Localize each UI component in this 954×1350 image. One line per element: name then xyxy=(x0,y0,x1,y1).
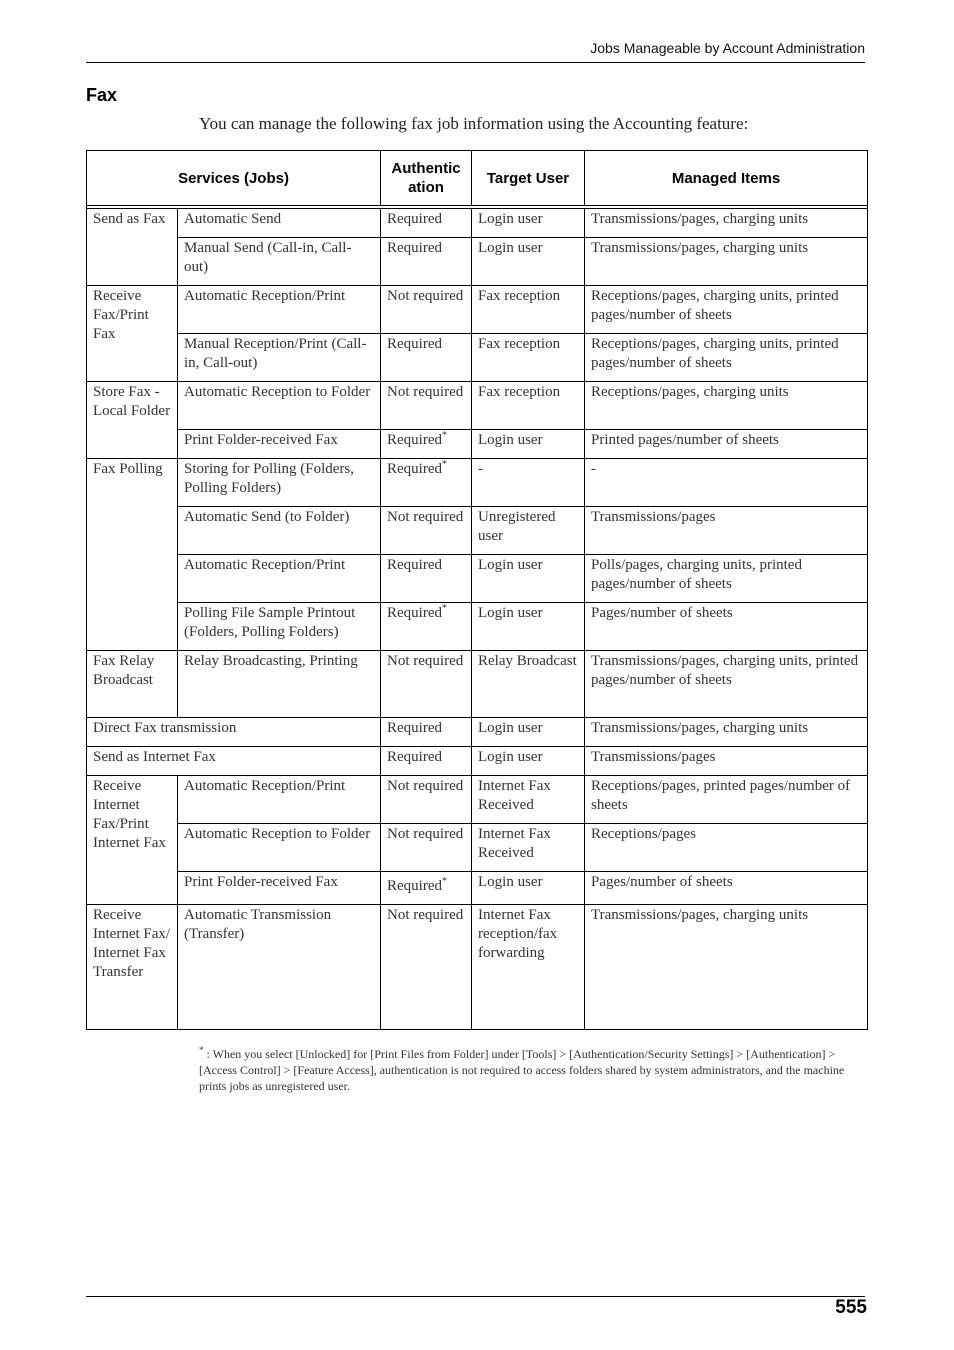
header-target-user: Target User xyxy=(472,151,585,206)
header-managed-items: Managed Items xyxy=(585,151,868,206)
auth-value: Required xyxy=(387,605,442,621)
header-authentication: Authentic ation xyxy=(381,151,472,206)
managed-cell: Pages/number of sheets xyxy=(585,603,868,651)
auth-value: Required xyxy=(387,461,442,477)
managed-cell: Receptions/pages xyxy=(585,824,868,872)
table-row xyxy=(87,718,868,747)
table-row xyxy=(87,603,868,651)
auth-cell: Not required xyxy=(381,286,472,334)
auth-value: Required xyxy=(387,878,442,894)
auth-cell xyxy=(381,603,472,651)
target-cell: - xyxy=(472,459,585,507)
table-row xyxy=(87,776,868,824)
footnote-mark: * xyxy=(199,1045,204,1055)
auth-cell xyxy=(381,872,472,905)
job-cell: Automatic Reception/Print xyxy=(178,776,381,824)
target-cell: Login user xyxy=(472,747,585,776)
job-cell: Automatic Reception to Folder xyxy=(178,824,381,872)
auth-cell: Not required xyxy=(381,651,472,718)
job-cell: Automatic Send xyxy=(178,209,381,238)
table-row xyxy=(87,905,868,1030)
managed-cell: Transmissions/pages xyxy=(585,747,868,776)
table-row xyxy=(87,747,868,776)
job-cell: Automatic Reception to Folder xyxy=(178,382,381,430)
table-row xyxy=(87,209,868,238)
job-cell: Print Folder-received Fax xyxy=(178,872,381,905)
table-row xyxy=(87,334,868,382)
job-cell: Automatic Transmission (Transfer) xyxy=(178,905,381,1030)
job-cell: Automatic Reception/Print xyxy=(178,286,381,334)
target-cell: Login user xyxy=(472,603,585,651)
auth-cell: Required xyxy=(381,209,472,238)
managed-cell: Polls/pages, charging units, printed pages/number of sheets xyxy=(585,555,868,603)
target-cell: Login user xyxy=(472,872,585,905)
job-cell: Storing for Polling (Folders, Polling Folders) xyxy=(178,459,381,507)
service-cell: Send as Internet Fax xyxy=(87,747,381,776)
managed-cell: Receptions/pages, charging units, printed pages/number of sheets xyxy=(585,286,868,334)
target-cell: Login user xyxy=(472,718,585,747)
table-row xyxy=(87,651,868,718)
auth-cell xyxy=(381,430,472,459)
intro-paragraph: You can manage the following fax job information using the Accounting feature: xyxy=(199,114,749,133)
service-cell: Fax Polling xyxy=(87,459,178,651)
table-row xyxy=(87,459,868,507)
table-row xyxy=(87,824,868,872)
footer-rule xyxy=(86,1296,865,1297)
footnote-mark: * xyxy=(442,603,447,614)
page-number: 555 xyxy=(835,1297,867,1318)
target-cell: Login user xyxy=(472,430,585,459)
target-cell: Internet Fax Received xyxy=(472,776,585,824)
service-cell: Store Fax - Local Folder xyxy=(87,382,178,459)
footnote-mark: * xyxy=(442,876,447,887)
footnote xyxy=(199,1046,865,1094)
auth-cell: Not required xyxy=(381,905,472,1030)
managed-cell: Transmissions/pages, charging units xyxy=(585,209,868,238)
table-header-row xyxy=(87,151,868,206)
service-cell: Receive Internet Fax/ Internet Fax Transfer xyxy=(87,905,178,1030)
auth-cell: Required xyxy=(381,718,472,747)
running-header: Jobs Manageable by Account Administration xyxy=(590,40,865,56)
target-cell: Fax reception xyxy=(472,286,585,334)
job-cell: Automatic Reception/Print xyxy=(178,555,381,603)
footnote-mark: * xyxy=(442,430,447,441)
managed-cell: Receptions/pages, charging units, printed pages/number of sheets xyxy=(585,334,868,382)
target-cell: Internet Fax reception/fax forwarding xyxy=(472,905,585,1030)
service-cell: Direct Fax transmission xyxy=(87,718,381,747)
managed-cell: Receptions/pages, printed pages/number of sheets xyxy=(585,776,868,824)
auth-cell xyxy=(381,459,472,507)
target-cell: Fax reception xyxy=(472,334,585,382)
service-cell: Send as Fax xyxy=(87,209,178,286)
table-row xyxy=(87,555,868,603)
auth-cell: Not required xyxy=(381,382,472,430)
auth-cell: Not required xyxy=(381,776,472,824)
managed-cell: Transmissions/pages xyxy=(585,507,868,555)
header-services: Services (Jobs) xyxy=(87,151,381,206)
auth-cell: Not required xyxy=(381,824,472,872)
auth-cell: Required xyxy=(381,238,472,286)
job-cell: Print Folder-received Fax xyxy=(178,430,381,459)
auth-cell: Not required xyxy=(381,507,472,555)
auth-cell: Required xyxy=(381,747,472,776)
table-row xyxy=(87,507,868,555)
footnote-mark: * xyxy=(442,459,447,470)
table-row xyxy=(87,286,868,334)
job-cell: Automatic Send (to Folder) xyxy=(178,507,381,555)
auth-value: Required xyxy=(387,432,442,448)
target-cell: Login user xyxy=(472,555,585,603)
auth-cell: Required xyxy=(381,334,472,382)
managed-cell: Receptions/pages, charging units xyxy=(585,382,868,430)
managed-cell: Pages/number of sheets xyxy=(585,872,868,905)
service-cell: Receive Internet Fax/Print Internet Fax xyxy=(87,776,178,905)
managed-cell: Transmissions/pages, charging units xyxy=(585,718,868,747)
fax-jobs-table xyxy=(86,150,868,1030)
target-cell: Internet Fax Received xyxy=(472,824,585,872)
managed-cell: Transmissions/pages, charging units xyxy=(585,238,868,286)
target-cell: Fax reception xyxy=(472,382,585,430)
table-row xyxy=(87,238,868,286)
table-row xyxy=(87,382,868,430)
target-cell: Relay Broadcast xyxy=(472,651,585,718)
managed-cell: - xyxy=(585,459,868,507)
footnote-text: : When you select [Unlocked] for [Print Files from Folder] under [Tools] > [Authentication/Security Settings] > [Authentication] > [Access Control] > [Feature Access], authentication is not required to access folders shared by system administrators, and the machine prints jobs as unregistered user. xyxy=(199,1047,845,1093)
table-row xyxy=(87,430,868,459)
target-cell: Login user xyxy=(472,238,585,286)
managed-cell: Transmissions/pages, charging units xyxy=(585,905,868,1030)
table-row xyxy=(87,872,868,905)
header-rule xyxy=(86,62,865,63)
section-title: Fax xyxy=(86,85,118,105)
job-cell: Manual Send (Call-in, Call-out) xyxy=(178,238,381,286)
job-cell: Relay Broadcasting, Printing xyxy=(178,651,381,718)
managed-cell: Printed pages/number of sheets xyxy=(585,430,868,459)
service-cell: Receive Fax/Print Fax xyxy=(87,286,178,382)
job-cell: Manual Reception/Print (Call-in, Call-out) xyxy=(178,334,381,382)
target-cell: Login user xyxy=(472,209,585,238)
managed-cell: Transmissions/pages, charging units, printed pages/number of sheets xyxy=(585,651,868,718)
service-cell: Fax Relay Broadcast xyxy=(87,651,178,718)
job-cell: Polling File Sample Printout (Folders, Polling Folders) xyxy=(178,603,381,651)
auth-cell: Required xyxy=(381,555,472,603)
target-cell: Unregistered user xyxy=(472,507,585,555)
